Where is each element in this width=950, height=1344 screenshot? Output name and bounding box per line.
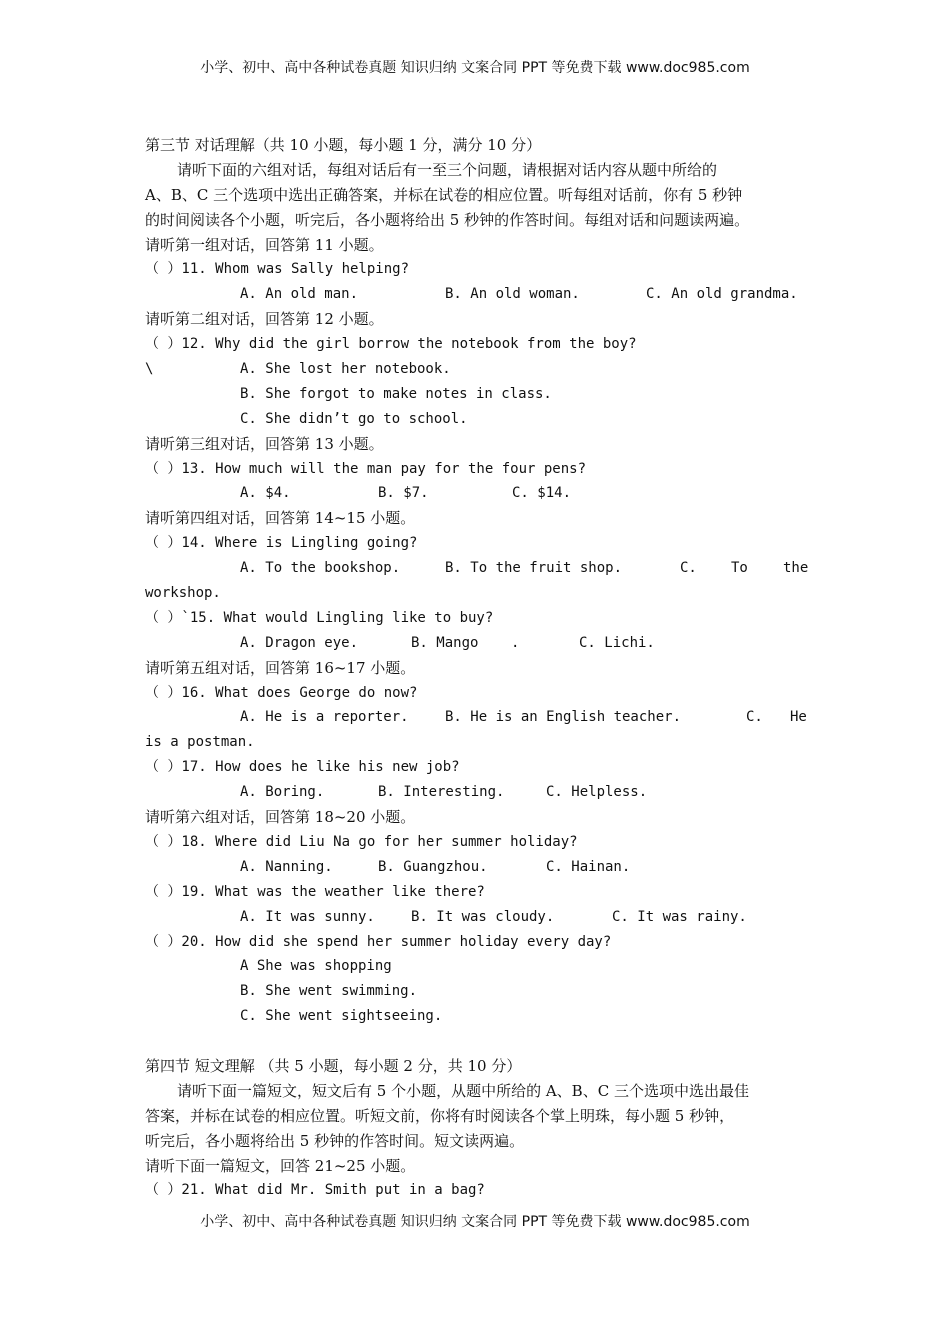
question-17: （ ）17. How does he like his new job? bbox=[145, 759, 460, 776]
option-c: C. Hainan. bbox=[546, 858, 631, 875]
question-20: （ ）20. How did she spend her summer holiday every day? bbox=[145, 933, 612, 950]
group-instruction: 请听第五组对话，回答第 16~17 小题。 bbox=[145, 658, 416, 677]
options-row bbox=[145, 556, 825, 581]
question-18: （ ）18. Where did Liu Na go for her summer holiday? bbox=[145, 833, 578, 850]
stray-period: . bbox=[511, 634, 520, 651]
option-a: A. $4. bbox=[240, 485, 291, 502]
section-4-title: 第四节 短文理解 （共 5 小题，每小题 2 分，共 10 分） bbox=[145, 1056, 522, 1075]
question-21: （ ）21. What did Mr. Smith put in a bag? bbox=[145, 1182, 485, 1199]
blank-line bbox=[145, 1029, 825, 1054]
option-b: B. Mango bbox=[411, 634, 479, 651]
options-row bbox=[145, 905, 825, 930]
option-b: B. She went swimming. bbox=[240, 983, 418, 1000]
option-a: A. It was sunny. bbox=[240, 908, 375, 925]
question-14: （ ）14. Where is Lingling going? bbox=[145, 535, 418, 552]
options-row bbox=[145, 481, 825, 506]
option-b: B. Interesting. bbox=[378, 784, 505, 801]
option-b: B. $7. bbox=[378, 485, 429, 502]
option-a: A. Boring. bbox=[240, 784, 325, 801]
option-c: C. She went sightseeing. bbox=[240, 1008, 443, 1025]
group-instruction: 请听第一组对话，回答第 11 小题。 bbox=[145, 235, 384, 254]
question-13: （ ）13. How much will the man pay for the four pens? bbox=[145, 460, 587, 477]
options-row bbox=[145, 631, 825, 656]
instructions-line: A、B、C 三个选项中选出正确答案，并标在试卷的相应位置。听每组对话前，你有 5 秒钟 bbox=[145, 185, 743, 204]
instructions-line: 请听下面的六组对话，每组对话后有一至三个问题，请根据对话内容从题中所给的 bbox=[177, 160, 718, 179]
instructions-line: 听完后，各小题将给出 5 秒钟的作答时间。短文读两遍。 bbox=[145, 1131, 525, 1150]
document-body bbox=[145, 133, 825, 1203]
options-row bbox=[145, 855, 825, 880]
option-b: B. It was cloudy. bbox=[411, 908, 555, 925]
option-a: A. He is a reporter. bbox=[240, 709, 409, 726]
question-16: （ ）16. What does George do now? bbox=[145, 684, 418, 701]
option-a: A. To the bookshop. bbox=[240, 560, 401, 577]
instructions-line: 请听下面一篇短文，短文后有 5 个小题，从题中所给的 A、B、C 三个选项中选出最佳 bbox=[177, 1081, 749, 1100]
option-c: C. $14. bbox=[512, 485, 572, 502]
option-c-continued: is a postman. bbox=[145, 734, 255, 751]
question-11: （ ）11. Whom was Sally helping? bbox=[145, 261, 410, 278]
option-a: A. An old man. bbox=[240, 286, 359, 303]
option-c: C. She didn’t go to school. bbox=[240, 410, 468, 427]
option-c-word: He bbox=[790, 709, 807, 726]
instructions-line: 的时间阅读各个小题，听完后，各小题将给出 5 秒钟的作答时间。每组对话和问题读两遍。 bbox=[145, 210, 750, 229]
option-b: B. She forgot to make notes in class. bbox=[240, 385, 552, 402]
option-b: B. Guangzhou. bbox=[378, 858, 488, 875]
options-row bbox=[145, 780, 825, 805]
option-a: A. Nanning. bbox=[240, 858, 333, 875]
option-c: C. bbox=[680, 560, 697, 577]
group-instruction: 请听第四组对话，回答第 14~15 小题。 bbox=[145, 509, 416, 528]
stray-mark: \ bbox=[145, 361, 154, 378]
question-19: （ ）19. What was the weather like there? bbox=[145, 883, 485, 900]
options-row bbox=[145, 357, 825, 382]
group-instruction: 请听第二组对话，回答第 12 小题。 bbox=[145, 310, 384, 329]
group-instruction: 请听下面一篇短文，回答 21~25 小题。 bbox=[145, 1156, 416, 1175]
page-footer: 小学、初中、高中各种试卷真题 知识归纳 文案合同 PPT 等免费下载 www.doc985.com bbox=[200, 1214, 750, 1230]
option-c: C. An old grandma. bbox=[646, 286, 798, 303]
section-3-title: 第三节 对话理解（共 10 小题，每小题 1 分，满分 10 分） bbox=[145, 136, 542, 154]
options-row bbox=[145, 705, 825, 730]
option-c-word: the bbox=[783, 560, 809, 577]
options-row bbox=[145, 282, 825, 307]
question-15: （ ）`15. What would Lingling like to buy? bbox=[145, 609, 494, 626]
group-instruction: 请听第六组对话，回答第 18~20 小题。 bbox=[145, 808, 416, 827]
option-b: B. An old woman. bbox=[445, 286, 580, 303]
option-c: C. Helpless. bbox=[546, 784, 648, 801]
option-c: C. Lichi. bbox=[579, 634, 655, 651]
question-12: （ ）12. Why did the girl borrow the notebook from the boy? bbox=[145, 336, 637, 353]
option-a: A. Dragon eye. bbox=[240, 634, 359, 651]
group-instruction: 请听第三组对话，回答第 13 小题。 bbox=[145, 434, 384, 453]
option-c-word: To bbox=[731, 560, 748, 577]
option-c: C. It was rainy. bbox=[612, 908, 747, 925]
page-header: 小学、初中、高中各种试卷真题 知识归纳 文案合同 PPT 等免费下载 www.doc985.com bbox=[200, 60, 750, 76]
option-c: C. bbox=[746, 709, 763, 726]
option-a: A She was shopping bbox=[240, 958, 392, 975]
option-b: B. To the fruit shop. bbox=[445, 560, 623, 577]
instructions-line: 答案，并标在试卷的相应位置。听短文前，你将有时阅读各个掌上明珠，每小题 5 秒钟， bbox=[145, 1106, 735, 1125]
option-b: B. He is an English teacher. bbox=[445, 709, 682, 726]
option-c-continued: workshop. bbox=[145, 585, 221, 602]
option-a: A. She lost her notebook. bbox=[240, 361, 451, 378]
